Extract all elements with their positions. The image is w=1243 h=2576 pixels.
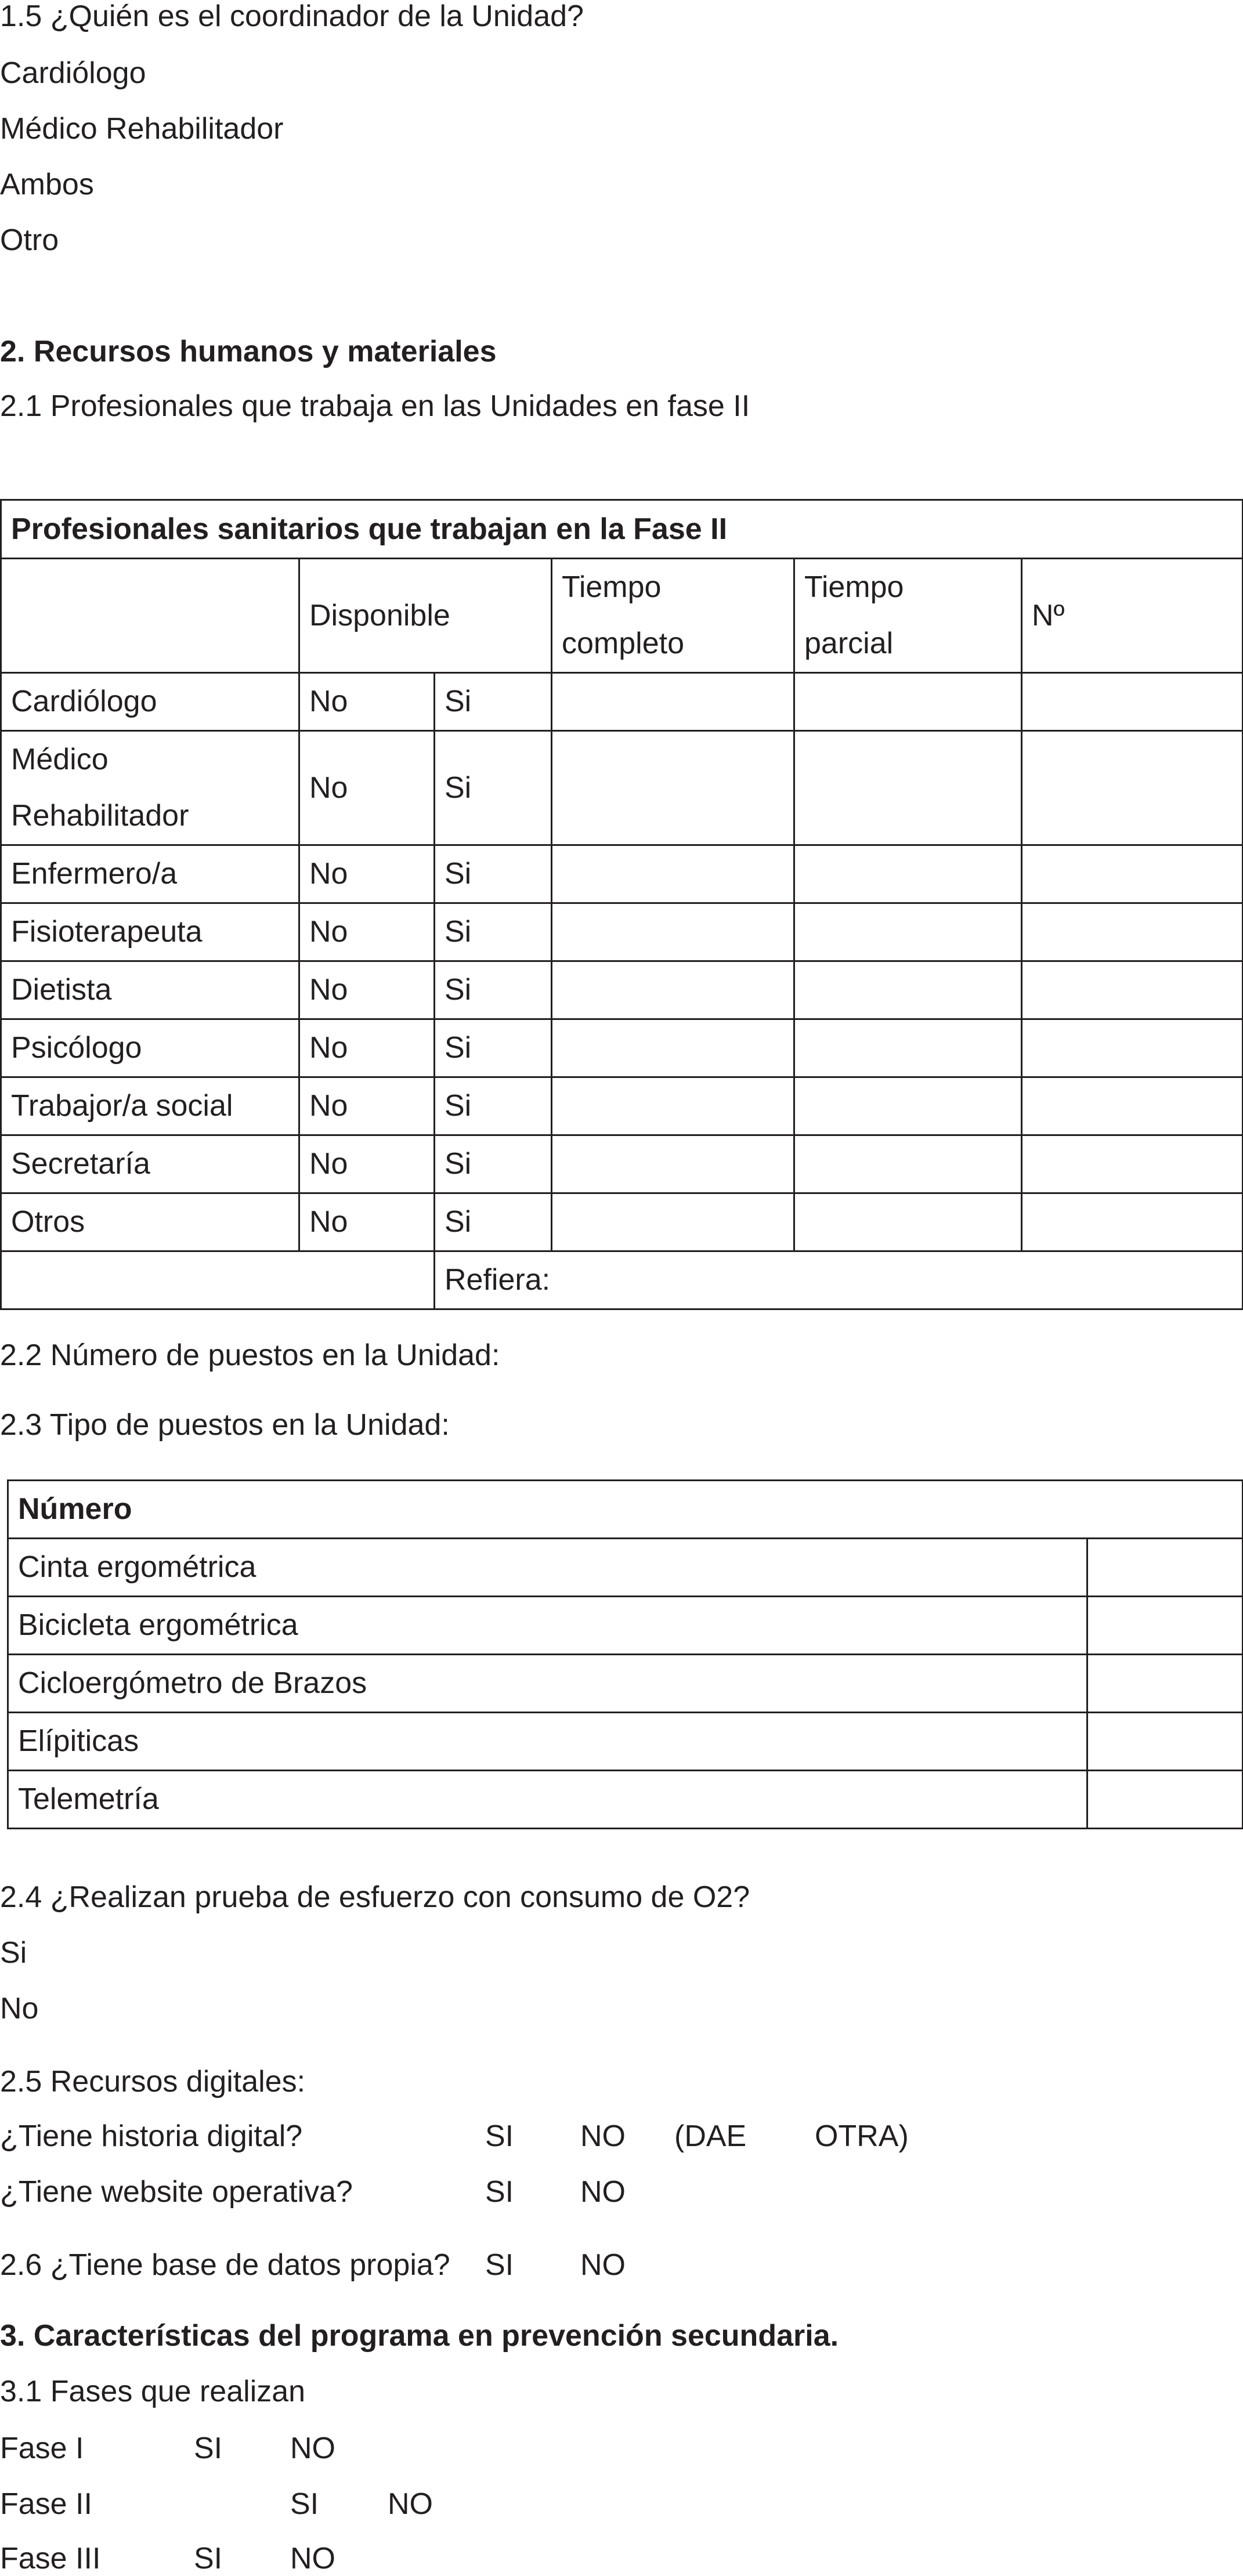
historia-si[interactable]: SI — [485, 2119, 514, 2153]
cell-numero[interactable] — [1022, 1135, 1243, 1193]
cell-numero[interactable] — [1022, 1077, 1243, 1135]
row-label — [1, 731, 299, 845]
fase-iii-si[interactable]: SI — [194, 2542, 223, 2575]
row-label: Dietista — [1, 961, 299, 1019]
professionals-table — [0, 499, 1243, 1310]
row-si[interactable]: Si — [435, 1135, 552, 1193]
row-no[interactable]: No — [299, 845, 435, 903]
cell-numero[interactable] — [1022, 731, 1243, 845]
website-si[interactable]: SI — [485, 2175, 514, 2209]
equipment-table — [7, 1479, 1243, 1829]
cell-numero[interactable] — [1022, 673, 1243, 731]
header-tiempo-parcial — [794, 559, 1022, 673]
row-label-line1: Médico — [11, 743, 109, 776]
cell-tiempo-completo[interactable] — [552, 903, 794, 961]
cell-tiempo-completo[interactable] — [552, 845, 794, 903]
cell-numero[interactable] — [1022, 961, 1243, 1019]
row-si[interactable]: Si — [435, 1019, 552, 1077]
question-2-2: 2.2 Número de puestos en la Unidad: — [0, 1338, 500, 1372]
equipment-row-value[interactable] — [1087, 1539, 1243, 1597]
header-tiempo-completo — [552, 559, 794, 673]
row-label: Cardiólogo — [1, 673, 299, 731]
row-no[interactable]: No — [299, 1019, 435, 1077]
equipment-row-label: Bicicleta ergométrica — [8, 1597, 1087, 1655]
header-tiempo-parcial-line2: parcial — [804, 627, 894, 660]
cell-tiempo-parcial[interactable] — [794, 845, 1022, 903]
header-tiempo-parcial-line1: Tiempo — [804, 570, 904, 604]
cell-numero[interactable] — [1022, 1019, 1243, 1077]
row-label-line2: Rehabilitador — [11, 799, 189, 833]
question-1-5: 1.5 ¿Quién es el coordinador de la Unidad? — [0, 0, 584, 33]
website-label: ¿Tiene website operativa? — [0, 2175, 353, 2209]
fase-ii-no[interactable]: NO — [388, 2487, 433, 2521]
cell-tiempo-completo[interactable] — [552, 1193, 794, 1251]
historia-digital-label: ¿Tiene historia digital? — [0, 2119, 303, 2153]
base-datos-label: 2.6 ¿Tiene base de datos propia? — [0, 2248, 450, 2282]
historia-otra[interactable]: OTRA) — [815, 2119, 909, 2153]
row-si[interactable]: Si — [435, 1077, 552, 1135]
question-2-5: 2.5 Recursos digitales: — [0, 2065, 306, 2099]
cell-tiempo-completo[interactable] — [552, 961, 794, 1019]
question-2-3: 2.3 Tipo de puestos en la Unidad: — [0, 1408, 450, 1442]
fase-ii-label: Fase II — [0, 2487, 92, 2521]
row-si[interactable]: Si — [435, 845, 552, 903]
section-2-heading: 2. Recursos humanos y materiales — [0, 335, 497, 368]
fase-ii-si[interactable]: SI — [290, 2487, 319, 2521]
option-si[interactable]: Si — [0, 1936, 27, 1970]
website-no[interactable]: NO — [580, 2175, 626, 2209]
professionals-table-title: Profesionales sanitarios que trabajan en la Fase II — [1, 500, 1243, 559]
equipment-row-label: Cinta ergométrica — [8, 1539, 1087, 1597]
cell-tiempo-parcial[interactable] — [794, 903, 1022, 961]
header-tiempo-completo-line1: Tiempo — [562, 570, 662, 604]
cell-numero[interactable] — [1022, 1193, 1243, 1251]
section-3-heading: 3. Características del programa en prevención secundaria. — [0, 2319, 839, 2353]
row-no[interactable]: No — [299, 1077, 435, 1135]
question-2-4: 2.4 ¿Realizan prueba de esfuerzo con consumo de O2? — [0, 1880, 750, 1914]
cell-tiempo-completo[interactable] — [552, 1135, 794, 1193]
base-datos-si[interactable]: SI — [485, 2248, 514, 2282]
row-no[interactable]: No — [299, 731, 435, 845]
fase-iii-label: Fase III — [0, 2542, 101, 2575]
header-disponible: Disponible — [299, 559, 552, 673]
row-label: Secretaría — [1, 1135, 299, 1193]
option-medico-rehabilitador[interactable]: Médico Rehabilitador — [0, 112, 284, 146]
refiera-field[interactable]: Refiera: — [435, 1251, 1243, 1309]
option-no[interactable]: No — [0, 1992, 39, 2025]
row-si[interactable]: Si — [435, 1193, 552, 1251]
historia-dae[interactable]: (DAE — [674, 2119, 747, 2153]
cell-tiempo-parcial[interactable] — [794, 1019, 1022, 1077]
fase-i-label: Fase I — [0, 2432, 84, 2465]
option-ambos[interactable]: Ambos — [0, 168, 94, 201]
equipment-table-header: Número — [8, 1481, 1243, 1539]
cell-tiempo-completo[interactable] — [552, 673, 794, 731]
cell-tiempo-parcial[interactable] — [794, 673, 1022, 731]
fase-iii-no[interactable]: NO — [290, 2542, 335, 2575]
historia-no[interactable]: NO — [580, 2119, 626, 2153]
row-si[interactable]: Si — [435, 961, 552, 1019]
cell-tiempo-parcial[interactable] — [794, 731, 1022, 845]
header-tiempo-completo-line2: completo — [562, 627, 684, 660]
cell-tiempo-completo[interactable] — [552, 1077, 794, 1135]
cell-tiempo-parcial[interactable] — [794, 1077, 1022, 1135]
header-empty-cell — [1, 559, 299, 673]
cell-tiempo-completo[interactable] — [552, 731, 794, 845]
row-no[interactable]: No — [299, 673, 435, 731]
cell-tiempo-parcial[interactable] — [794, 961, 1022, 1019]
cell-tiempo-completo[interactable] — [552, 1019, 794, 1077]
row-no[interactable]: No — [299, 1135, 435, 1193]
refiera-empty-cell — [1, 1251, 435, 1309]
question-2-1: 2.1 Profesionales que trabaja en las Unidades en fase II — [0, 389, 750, 423]
equipment-row-label: Elípiticas — [8, 1713, 1087, 1771]
option-cardiologo[interactable]: Cardiólogo — [0, 56, 146, 90]
header-numero: Nº — [1022, 559, 1243, 673]
option-otro[interactable]: Otro — [0, 223, 59, 257]
row-si[interactable]: Si — [435, 673, 552, 731]
row-label: Enfermero/a — [1, 845, 299, 903]
equipment-row-value[interactable] — [1087, 1713, 1243, 1771]
row-si[interactable]: Si — [435, 903, 552, 961]
row-no[interactable]: No — [299, 903, 435, 961]
row-label: Psicólogo — [1, 1019, 299, 1077]
base-datos-no[interactable]: NO — [580, 2248, 626, 2282]
row-label: Trabajor/a social — [1, 1077, 299, 1135]
cell-numero[interactable] — [1022, 845, 1243, 903]
row-label: Otros — [1, 1193, 299, 1251]
row-no[interactable]: No — [299, 961, 435, 1019]
equipment-row-value[interactable] — [1087, 1771, 1243, 1829]
equipment-row-value[interactable] — [1087, 1597, 1243, 1655]
fase-i-no[interactable]: NO — [290, 2432, 335, 2465]
row-si[interactable]: Si — [435, 731, 552, 845]
cell-tiempo-parcial[interactable] — [794, 1193, 1022, 1251]
row-no[interactable]: No — [299, 1193, 435, 1251]
cell-numero[interactable] — [1022, 903, 1243, 961]
row-label: Fisioterapeuta — [1, 903, 299, 961]
equipment-row-label: Cicloergómetro de Brazos — [8, 1655, 1087, 1713]
question-3-1: 3.1 Fases que realizan — [0, 2375, 306, 2408]
equipment-row-label: Telemetría — [8, 1771, 1087, 1829]
fase-i-si[interactable]: SI — [194, 2432, 223, 2465]
equipment-row-value[interactable] — [1087, 1655, 1243, 1713]
cell-tiempo-parcial[interactable] — [794, 1135, 1022, 1193]
